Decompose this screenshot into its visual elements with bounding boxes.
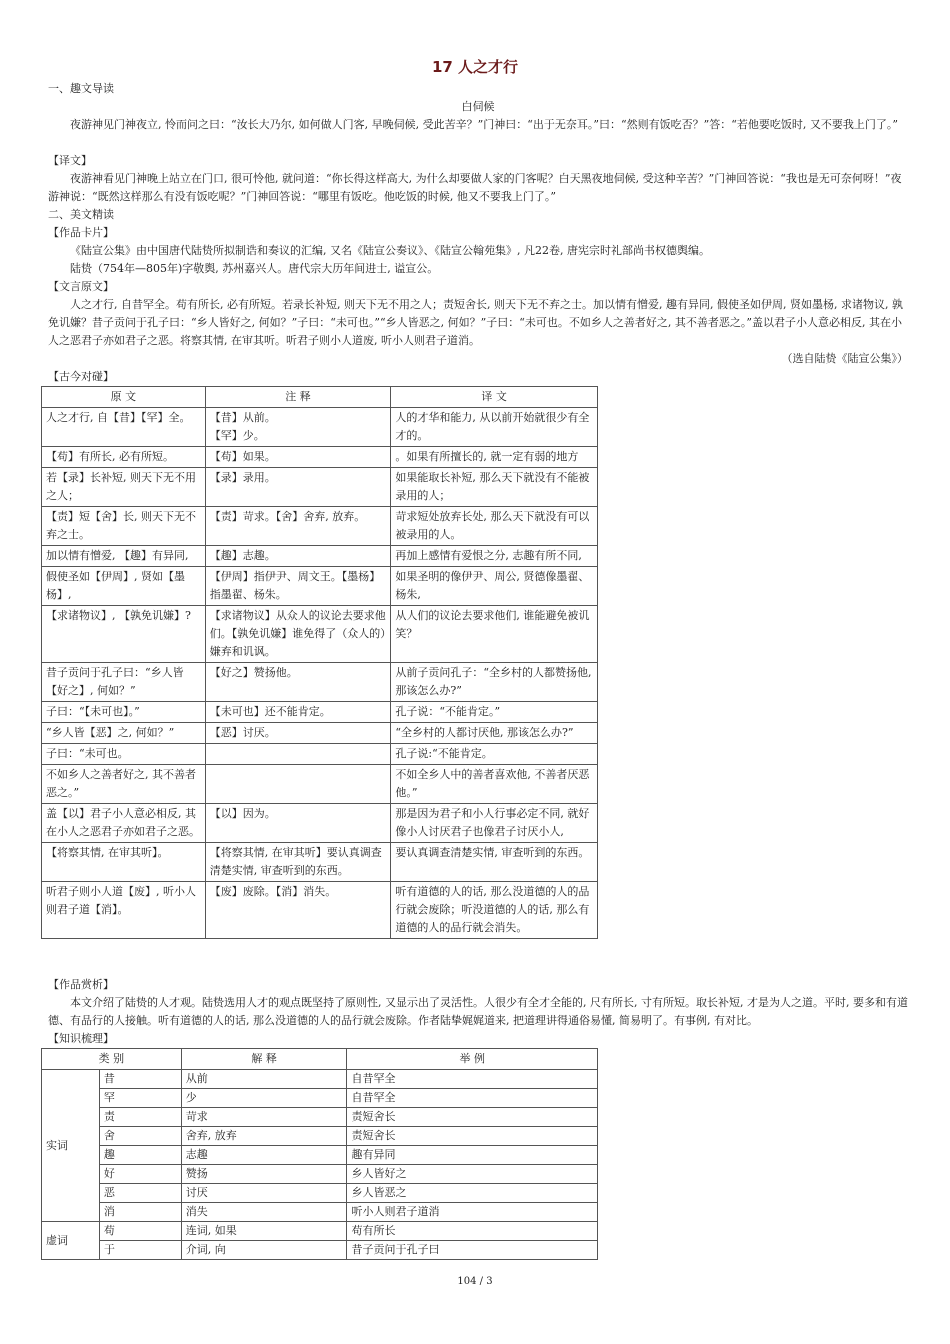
meaning-cell: 志趣	[181, 1146, 347, 1165]
knowledge-label: 【知识梳理】	[48, 1032, 114, 1045]
knowledge-table	[41, 1048, 598, 1260]
knowledge-row	[42, 1203, 598, 1222]
work-card-label: 【作品卡片】	[48, 226, 114, 239]
original-cell: 子曰：“【未可也】。”	[42, 702, 206, 723]
word-cell: 于	[99, 1241, 181, 1260]
translation-cell: 从人们的议论去要求他们, 谁能避免被讥笑？	[391, 606, 598, 663]
compare-header-row	[42, 387, 598, 408]
page-title: 17 人之才行	[431, 58, 519, 76]
compare-row	[42, 744, 598, 765]
work-card-line-2: 陆贽（754年—805年)字敬舆, 苏州嘉兴人。唐代宗大历年间进士, 谥宣公。	[70, 262, 439, 275]
compare-row	[42, 447, 598, 468]
compare-row	[42, 507, 598, 546]
knowledge-row	[42, 1222, 598, 1241]
source-note: （选自陆贽《陆宣公集》）	[781, 352, 908, 365]
translation-cell: 苛求短处放弃长处, 那么天下就没有可以被录用的人。	[391, 507, 598, 546]
knowledge-row	[42, 1146, 598, 1165]
note-cell: 【将察其情, 在审其听】要认真调查清楚实情, 审查听到的东西。	[205, 843, 391, 882]
note-cell: 【伊周】指伊尹、周文王。【墨杨】指墨翟、杨朱。	[205, 567, 391, 606]
original-cell: 子曰：“未可也。	[42, 744, 206, 765]
compare-row	[42, 468, 598, 507]
meaning-cell: 舍弃, 放弃	[181, 1127, 347, 1146]
word-cell: 好	[99, 1165, 181, 1184]
original-text: 人之才行, 自昔罕全。苟有所长, 必有所短。若录长补短, 则天下无不用之人；责短舍长, 则天下无不弃之士。加以情有憎爱, 趣有异同, 假使圣如伊周, 贤如墨杨, 求诸物议, 孰免讥嫌？昔子贡问于孔子曰：“乡人皆好之, 何如？”子曰：“未可也。”“乡人皆恶之, 何如？”子曰：“未可也。不如乡人之善者好之, 其不善者恶之。”盖以君子小人意必相反, 其在小人之恶君子亦如君子之恶。将察其情, 在审其听。听君子则小人道废, 听小人则君子道消。	[48, 298, 903, 347]
header-example: 举 例	[347, 1049, 598, 1070]
note-cell: 【录】录用。	[205, 468, 391, 507]
meaning-cell: 消失	[181, 1203, 347, 1222]
compare-row	[42, 663, 598, 702]
appreciation-text: 本文介绍了陆贽的人才观。陆贽选用人才的观点既坚持了原则性, 又显示出了灵活性。人很少有全才全能的, 尺有所长, 寸有所短。取长补短, 才是为人之道。平时, 要多和有道德、有品行的人接触。听有道德的人的话, 那么没道德的人的品行就会废除。作者陆挚娓娓道来, 把道理讲得通俗易懂, 简易明了。有事例, 有对比。	[48, 996, 908, 1027]
appreciation-label: 【作品赏析】	[48, 978, 114, 991]
meaning-cell: 苛求	[181, 1108, 347, 1127]
word-cell: 罕	[99, 1089, 181, 1108]
original-cell: 【苟】有所长, 必有所短。	[42, 447, 206, 468]
example-cell: 自昔罕全	[347, 1070, 598, 1089]
note-cell: 【恶】讨厌。	[205, 723, 391, 744]
translation-cell: 孔子说：“不能肯定。”	[391, 702, 598, 723]
header-category: 类 别	[42, 1049, 182, 1070]
compare-table	[41, 386, 598, 939]
note-cell: 【趣】志趣。	[205, 546, 391, 567]
header-translation: 译 文	[391, 387, 598, 408]
example-cell: 责短舍长	[347, 1108, 598, 1127]
compare-row	[42, 882, 598, 939]
original-cell: 盖【以】君子小人意必相反, 其在小人之恶君子亦如君子之恶。	[42, 804, 206, 843]
note-cell: 【昔】从前。 【罕】少。	[205, 408, 391, 447]
meaning-cell: 从前	[181, 1070, 347, 1089]
note-cell: 【好之】赞扬他。	[205, 663, 391, 702]
original-cell: 加以情有憎爱, 【趣】有异同,	[42, 546, 206, 567]
example-cell: 昔子贡问于孔子曰	[347, 1241, 598, 1260]
translation-cell: 不如全乡人中的善者喜欢他, 不善者厌恶他。”	[391, 765, 598, 804]
compare-row	[42, 546, 598, 567]
compare-row	[42, 408, 598, 447]
translation-cell: 要认真调查清楚实情, 审查听到的东西。	[391, 843, 598, 882]
translation-cell: 人的才华和能力, 从以前开始就很少有全才的。	[391, 408, 598, 447]
compare-row	[42, 567, 598, 606]
meaning-cell: 讨厌	[181, 1184, 347, 1203]
story-title: 白伺候	[461, 100, 495, 113]
original-cell: 假使圣如【伊周】, 贤如【墨杨】,	[42, 567, 206, 606]
example-cell: 乡人皆恶之	[347, 1184, 598, 1203]
note-cell	[205, 765, 391, 804]
note-cell	[205, 744, 391, 765]
note-cell: 【责】苛求。【舍】舍弃, 放弃。	[205, 507, 391, 546]
note-cell: 【未可也】还不能肯定。	[205, 702, 391, 723]
header-meaning: 解 释	[181, 1049, 347, 1070]
knowledge-header-row	[42, 1049, 598, 1070]
example-cell: 听小人则君子道消	[347, 1203, 598, 1222]
section-heading-intro: 一、趣文导读	[48, 82, 114, 95]
knowledge-row	[42, 1241, 598, 1260]
note-cell: 【苟】如果。	[205, 447, 391, 468]
translation-cell: 如果圣明的像伊尹、周公, 贤德像墨翟、杨朱,	[391, 567, 598, 606]
meaning-cell: 连词, 如果	[181, 1222, 347, 1241]
knowledge-row	[42, 1070, 598, 1089]
original-cell: 不如乡人之善者好之, 其不善者恶之。”	[42, 765, 206, 804]
example-cell: 趣有异同	[347, 1146, 598, 1165]
example-cell: 乡人皆好之	[347, 1165, 598, 1184]
word-cell: 苟	[99, 1222, 181, 1241]
compare-row	[42, 723, 598, 744]
knowledge-row	[42, 1165, 598, 1184]
translation-cell: “全乡村的人都讨厌他, 那该怎么办?”	[391, 723, 598, 744]
knowledge-row	[42, 1108, 598, 1127]
original-cell: 人之才行, 自【昔】【罕】全。	[42, 408, 206, 447]
word-cell: 趣	[99, 1146, 181, 1165]
example-cell: 责短舍长	[347, 1127, 598, 1146]
compare-row	[42, 765, 598, 804]
header-notes: 注 释	[205, 387, 391, 408]
work-card-line-1: 《陆宣公集》由中国唐代陆贽所拟制诰和奏议的汇编, 又名《陆宣公奏议》、《陆宣公翰苑集》, 凡22卷, 唐宪宗时礼部尚书权德舆编。	[70, 244, 710, 257]
knowledge-row	[42, 1127, 598, 1146]
section-heading-reading: 二、美文精读	[48, 208, 114, 221]
example-cell: 苟有所长	[347, 1222, 598, 1241]
category-cell: 虚词	[42, 1222, 100, 1260]
meaning-cell: 少	[181, 1089, 347, 1108]
example-cell: 自昔罕全	[347, 1089, 598, 1108]
compare-row	[42, 804, 598, 843]
word-cell: 昔	[99, 1070, 181, 1089]
translation-text: 夜游神看见门神晚上站立在门口, 很可怜他, 就问道：“你长得这样高大, 为什么却要做人家的门客呢？白天黑夜地伺候, 受这种辛苦？”门神回答说：“我也是无可奈何呀！”夜游神说：“既然这样那么有没有饭吃呢？”门神回答说：“哪里有饭吃。他吃饭的时候, 他又不要我上门了。”	[48, 172, 902, 203]
knowledge-row	[42, 1184, 598, 1203]
note-cell: 【以】因为。	[205, 804, 391, 843]
original-cell: 【责】短【舍】长, 则天下无不弃之士。	[42, 507, 206, 546]
meaning-cell: 介词, 向	[181, 1241, 347, 1260]
compare-row	[42, 606, 598, 663]
compare-row	[42, 702, 598, 723]
note-cell: 【求诸物议】从众人的议论去要求他们。【孰免讥嫌】谁免得了（众人的）嫌弃和讥讽。	[205, 606, 391, 663]
original-cell: 【求诸物议】, 【孰免讥嫌】?	[42, 606, 206, 663]
original-cell: 听君子则小人道【废】, 听小人则君子道【消】。	[42, 882, 206, 939]
page-number: 104 / 3	[457, 1276, 493, 1287]
original-cell: “乡人皆【恶】之, 何如？”	[42, 723, 206, 744]
compare-label: 【古今对碰】	[48, 370, 114, 383]
translation-cell: 从前子贡问孔子：“全乡村的人都赞扬他, 那该怎么办?”	[391, 663, 598, 702]
translation-label: 【译文】	[48, 154, 92, 167]
note-cell: 【废】废除。【消】消失。	[205, 882, 391, 939]
translation-cell: 那是因为君子和小人行事必定不同, 就好像小人讨厌君子也像君子讨厌小人,	[391, 804, 598, 843]
meaning-cell: 赞扬	[181, 1165, 347, 1184]
translation-cell: 听有道德的人的话, 那么没道德的人的品行就会废除；听没道德的人的话, 那么有道德的人的品行就会消失。	[391, 882, 598, 939]
original-cell: 若【录】长补短, 则天下无不用之人；	[42, 468, 206, 507]
original-cell: 昔子贡问于孔子曰：“乡人皆【好之】, 何如？”	[42, 663, 206, 702]
compare-row	[42, 843, 598, 882]
word-cell: 舍	[99, 1127, 181, 1146]
story-text: 夜游神见门神夜立, 怜而问之曰：“汝长大乃尔, 如何做人门客, 早晚伺候, 受此苦辛？”门神曰：“出于无奈耳。”曰：“然则有饭吃否？”答：“若他要吃饭时, 又不要我上门了。”	[70, 118, 898, 131]
word-cell: 恶	[99, 1184, 181, 1203]
category-cell: 实词	[42, 1070, 100, 1222]
word-cell: 责	[99, 1108, 181, 1127]
original-cell: 【将察其情, 在审其听】。	[42, 843, 206, 882]
translation-cell: 再加上感情有爱恨之分, 志趣有所不同,	[391, 546, 598, 567]
header-original: 原 文	[42, 387, 206, 408]
knowledge-row	[42, 1089, 598, 1108]
original-text-label: 【文言原文】	[48, 280, 114, 293]
word-cell: 消	[99, 1203, 181, 1222]
translation-cell: 孔子说:“不能肯定。	[391, 744, 598, 765]
translation-cell: 如果能取长补短, 那么天下就没有不能被录用的人；	[391, 468, 598, 507]
translation-cell: 。如果有所擅长的, 就一定有弱的地方	[391, 447, 598, 468]
